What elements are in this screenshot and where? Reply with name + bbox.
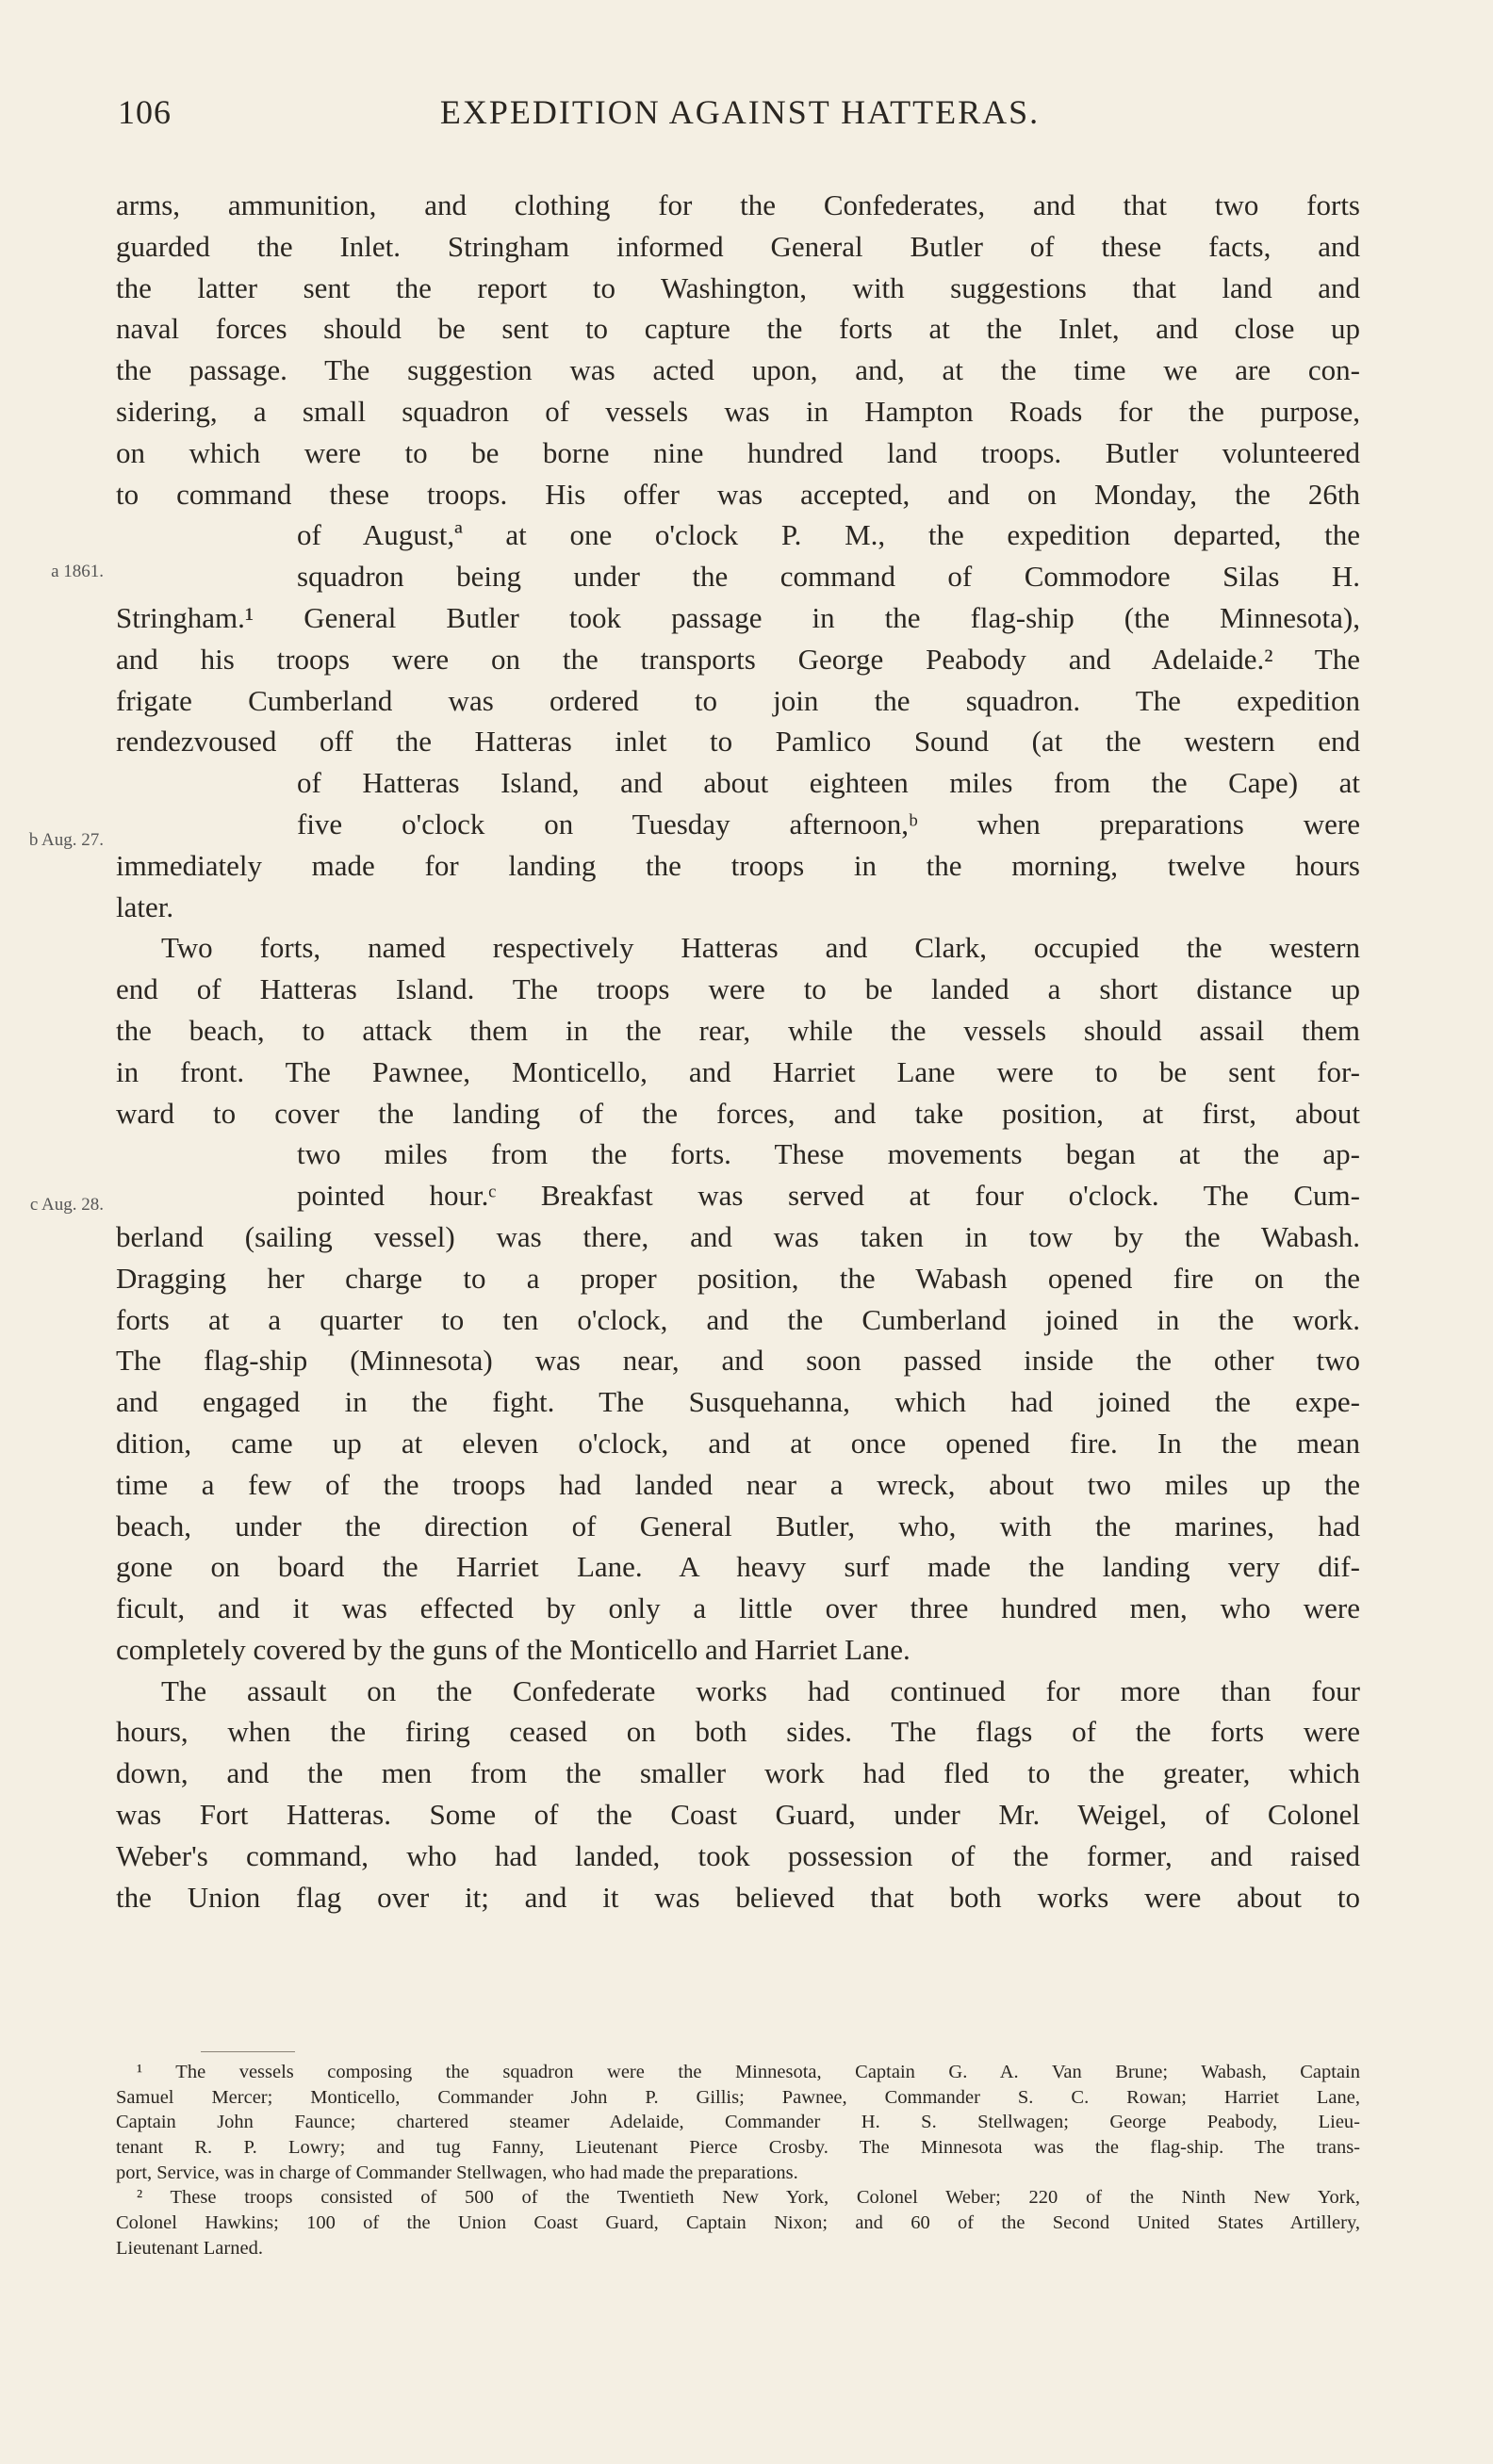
footnote-line: Colonel Hawkins; 100 of the Union Coast Guard, Captain Nixon; and 60 of the Second United States Artillery,	[116, 2212, 1360, 2234]
text-line: on which were to be borne nine hundred land troops. Butler volunteered	[116, 435, 1360, 469]
text-line: squadron being under the command of Commodore Silas H.	[297, 560, 1360, 594]
page-header	[118, 92, 1362, 139]
text-line: The assault on the Confederate works had continued for more than four	[161, 1673, 1360, 1707]
text-line: arms, ammunition, and clothing for the Confederates, and that two forts	[116, 188, 1360, 221]
footnote-line: Lieutenant Larned.	[116, 2237, 263, 2259]
footnote-line: tenant R. P. Lowry; and tug Fanny, Lieutenant Pierce Crosby. The Minnesota was the flag-ship. The trans-	[116, 2137, 1360, 2159]
text-line: the latter sent the report to Washington, with suggestions that land and	[116, 270, 1360, 304]
text-line: of Hatteras Island, and about eighteen miles from the Cape) at	[297, 766, 1360, 800]
text-line: ward to cover the landing of the forces, and take position, at first, about	[116, 1096, 1360, 1130]
text-line: Dragging her charge to a proper position, the Wabash opened fire on the	[116, 1261, 1360, 1295]
footnote-line: Captain John Faunce; chartered steamer Adelaide, Commander H. S. Stellwagen; George Peabody, Lieu-	[116, 2112, 1360, 2133]
text-line: was Fort Hatteras. Some of the Coast Guard, under Mr. Weigel, of Colonel	[116, 1798, 1360, 1832]
margin-note-date: c Aug. 28.	[29, 1195, 104, 1215]
text-line: naval forces should be sent to capture the forts at the Inlet, and close up	[116, 312, 1360, 346]
page-number: 106	[118, 93, 172, 131]
text-line: Stringham.¹ General Butler took passage in the flag-ship (the Minnesota),	[116, 600, 1360, 634]
text-line: of August,ª at one o'clock P. M., the expedition departed, the	[297, 518, 1360, 552]
text-line: the beach, to attack them in the rear, while the vessels should assail them	[116, 1013, 1360, 1047]
text-line: hours, when the firing ceased on both sides. The flags of the forts were	[116, 1715, 1360, 1749]
text-line: and his troops were on the transports George Peabody and Adelaide.² The	[116, 642, 1360, 676]
text-line: in front. The Pawnee, Monticello, and Harriet Lane were to be sent for-	[116, 1054, 1360, 1088]
text-line: later.	[116, 889, 174, 923]
text-line: time a few of the troops had landed near a wreck, about two miles up the	[116, 1467, 1360, 1501]
text-line: Weber's command, who had landed, took possession of the former, and raised	[116, 1838, 1360, 1872]
running-title: EXPEDITION AGAINST HATTERAS.	[439, 93, 1041, 131]
text-line: immediately made for landing the troops in the morning, twelve hours	[116, 848, 1360, 882]
text-line: pointed hour.ᶜ Breakfast was served at four o'clock. The Cum-	[297, 1179, 1360, 1213]
text-line: five o'clock on Tuesday afternoon,ᵇ when preparations were	[297, 807, 1360, 840]
text-line: dition, came up at eleven o'clock, and at once opened fire. In the mean	[116, 1426, 1360, 1460]
text-line: guarded the Inlet. Stringham informed General Butler of these facts, and	[116, 229, 1360, 263]
text-line: sidering, a small squadron of vessels was in Hampton Roads for the purpose,	[116, 394, 1360, 428]
text-line: down, and the men from the smaller work had fled to the greater, which	[116, 1756, 1360, 1790]
text-line: ficult, and it was effected by only a little over three hundred men, who were	[116, 1591, 1360, 1625]
text-line: frigate Cumberland was ordered to join the squadron. The expedition	[116, 683, 1360, 717]
text-line: gone on board the Harriet Lane. A heavy surf made the landing very dif-	[116, 1550, 1360, 1584]
text-line: to command these troops. His offer was accepted, and on Monday, the 26th	[116, 477, 1360, 511]
text-line: The flag-ship (Minnesota) was near, and soon passed inside the other two	[116, 1344, 1360, 1378]
footnote-line: ¹ The vessels composing the squadron were the Minnesota, Captain G. A. Van Brune; Wabash, Captain	[137, 2062, 1360, 2082]
margin-note-date: a 1861.	[51, 562, 104, 581]
text-line: completely covered by the guns of the Monticello and Harriet Lane.	[116, 1632, 911, 1666]
text-line: rendezvoused off the Hatteras inlet to Pamlico Sound (at the western end	[116, 725, 1360, 759]
footnote-line: Samuel Mercer; Monticello, Commander John P. Gillis; Pawnee, Commander S. C. Rowan; Harriet Lane,	[116, 2086, 1360, 2108]
text-line: beach, under the direction of General Butler, who, with the marines, had	[116, 1509, 1360, 1542]
body-text	[116, 185, 1360, 1917]
text-line: Two forts, named respectively Hatteras and Clark, occupied the western	[161, 931, 1360, 965]
text-line: berland (sailing vessel) was there, and was taken in tow by the Wabash.	[116, 1219, 1360, 1253]
margin-note-date: b Aug. 27.	[28, 830, 104, 850]
text-line: the Union flag over it; and it was believed that both works were about to	[116, 1880, 1360, 1914]
footnote-line: ² These troops consisted of 500 of the Twentieth New York, Colonel Weber; 220 of the Ninth New York,	[137, 2187, 1360, 2209]
footnote-line: port, Service, was in charge of Commander Stellwagen, who had made the preparations.	[116, 2162, 798, 2183]
text-line: and engaged in the fight. The Susquehanna, which had joined the expe-	[116, 1385, 1360, 1419]
footnote-rule	[201, 2051, 295, 2052]
footnotes	[116, 2060, 1360, 2261]
text-line: the passage. The suggestion was acted upon, and, at the time we are con-	[116, 353, 1360, 387]
text-line: forts at a quarter to ten o'clock, and the Cumberland joined in the work.	[116, 1302, 1360, 1336]
text-line: end of Hatteras Island. The troops were to be landed a short distance up	[116, 972, 1360, 1006]
text-line: two miles from the forts. These movements began at the ap-	[297, 1137, 1360, 1171]
